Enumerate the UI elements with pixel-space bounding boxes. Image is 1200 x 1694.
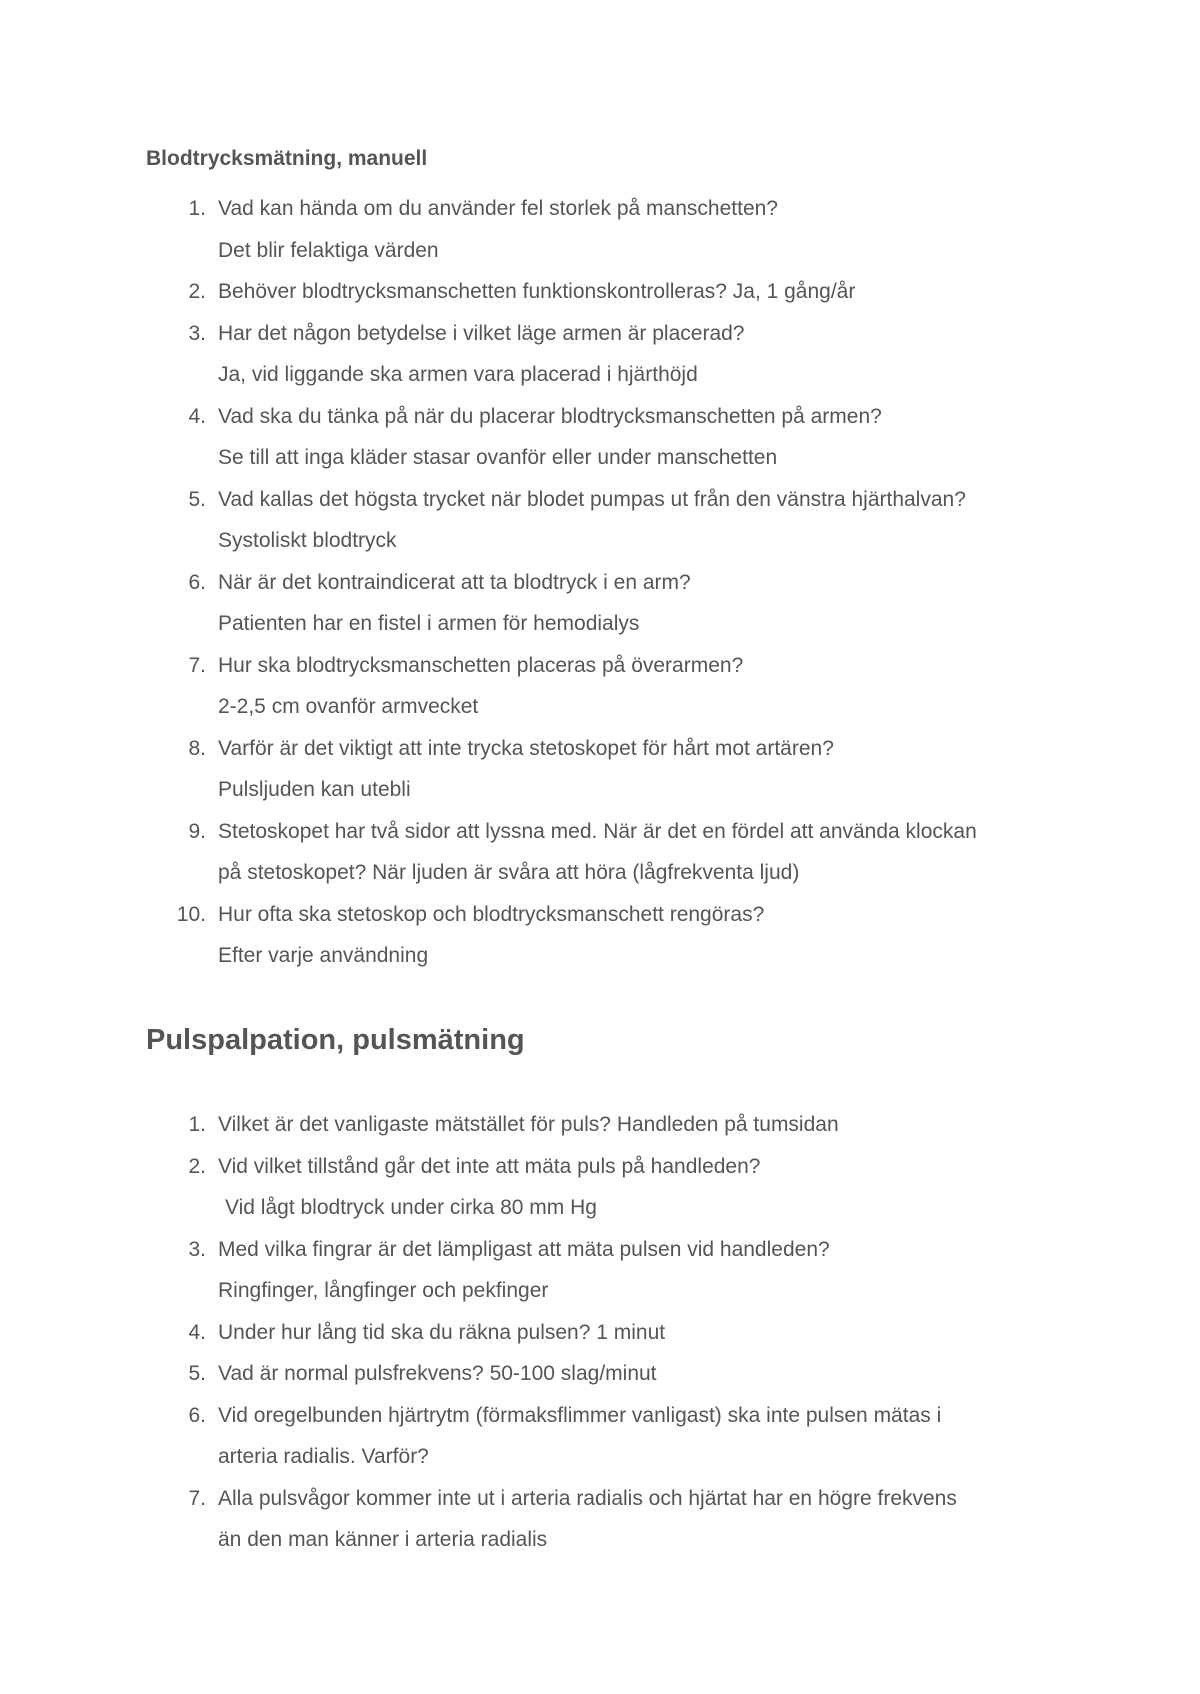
item-number: 2. [188,1154,206,1178]
question-text: Har det någon betydelse i vilket läge armen är placerad? [218,321,745,345]
item-number: 3. [188,1237,206,1261]
question-text: Varför är det viktigt att inte trycka stetoskopet för hårt mot artären? [218,736,834,760]
item-number: 5. [188,1362,206,1385]
question-text: Vad ska du tänka på när du placerar blodtrycksmanschetten på armen? [218,404,882,428]
pulse-question-list [0,1104,1200,1561]
item-number: 1. [188,1113,206,1136]
question-text: Vid oregelbunden hjärtrytm (förmaksflimmer vanligast) ska inte pulsen mätas i [218,1403,942,1427]
section-title-pulse: Pulspalpation, pulsmätning [146,1024,525,1056]
question-text: När är det kontraindicerat att ta blodtryck i en arm? [218,570,691,594]
question-text: Stetoskopet har två sidor att lyssna med. När är det en fördel att använda klockan [218,819,977,843]
item-number: 4. [188,404,206,428]
list-item [0,1104,1118,1146]
list-item [0,1395,1118,1478]
item-number: 10. [176,902,206,926]
answer-text: på stetoskopet? När ljuden är svåra att höra (lågfrekventa ljud) [218,861,800,884]
item-number: 9. [188,819,206,843]
item-number: 8. [188,736,206,760]
item-number: 1. [188,197,206,220]
question-text: Vilket är det vanligaste mätstället för puls? Handleden på tumsidan [218,1113,839,1136]
answer-text: Patienten har en fistel i armen för hemodialys [218,612,640,635]
list-item [0,313,1118,396]
question-text: Med vilka fingrar är det lämpligast att mäta pulsen vid handleden? [218,1237,830,1261]
section-title-blood-pressure: Blodtrycksmätning, manuell [146,147,428,170]
list-item [0,1229,1118,1312]
question-text: Hur ofta ska stetoskop och blodtrycksmanschett rengöras? [218,902,765,926]
item-number: 7. [188,653,206,677]
answer-text: arteria radialis. Varför? [218,1445,429,1468]
answer-text: Ja, vid liggande ska armen vara placerad i hjärthöjd [218,363,698,386]
item-number: 4. [188,1320,206,1344]
answer-text: 2-2,5 cm ovanför armvecket [218,695,479,718]
list-item [0,188,1118,271]
list-item [0,645,1118,728]
blood-pressure-question-list [0,188,1200,977]
list-item [0,479,1118,562]
list-item [0,1478,1118,1561]
answer-text: Pulsljuden kan utebli [218,778,411,801]
answer-text: Det blir felaktiga värden [218,238,439,262]
list-item [0,1146,1118,1229]
question-text: Hur ska blodtrycksmanschetten placeras på överarmen? [218,653,744,677]
item-number: 5. [188,487,206,511]
item-number: 7. [188,1486,206,1510]
answer-text: Ringfinger, långfinger och pekfinger [218,1279,549,1302]
question-text: Under hur lång tid ska du räkna pulsen? 1 minut [218,1320,666,1344]
item-number: 6. [188,1403,206,1427]
list-item [0,396,1118,479]
question-text: Vad kan hända om du använder fel storlek på manschetten? [218,197,778,220]
list-item [0,562,1118,645]
item-number: 2. [188,280,206,303]
answer-text: Efter varje användning [218,944,429,967]
answer-text: än den man känner i arteria radialis [218,1528,548,1551]
list-item [0,728,1118,811]
list-item [0,894,1118,977]
list-item [0,271,1118,313]
question-text: Vid vilket tillstånd går det inte att mäta puls på handleden? [218,1154,761,1178]
question-text: Vad är normal pulsfrekvens? 50-100 slag/minut [218,1362,657,1385]
question-text: Alla pulsvågor kommer inte ut i arteria radialis och hjärtat har en högre frekvens [218,1486,957,1510]
answer-text: Vid lågt blodtryck under cirka 80 mm Hg [225,1196,597,1219]
list-item [0,1353,1118,1395]
question-text: Behöver blodtrycksmanschetten funktionskontrolleras? Ja, 1 gång/år [218,280,856,303]
answer-text: Se till att inga kläder stasar ovanför eller under manschetten [218,446,778,469]
question-text: Vad kallas det högsta trycket när blodet pumpas ut från den vänstra hjärthalvan? [218,487,966,511]
list-item [0,1312,1118,1354]
item-number: 6. [188,570,206,594]
list-item [0,811,1118,894]
answer-text: Systoliskt blodtryck [218,529,397,552]
item-number: 3. [188,321,206,345]
